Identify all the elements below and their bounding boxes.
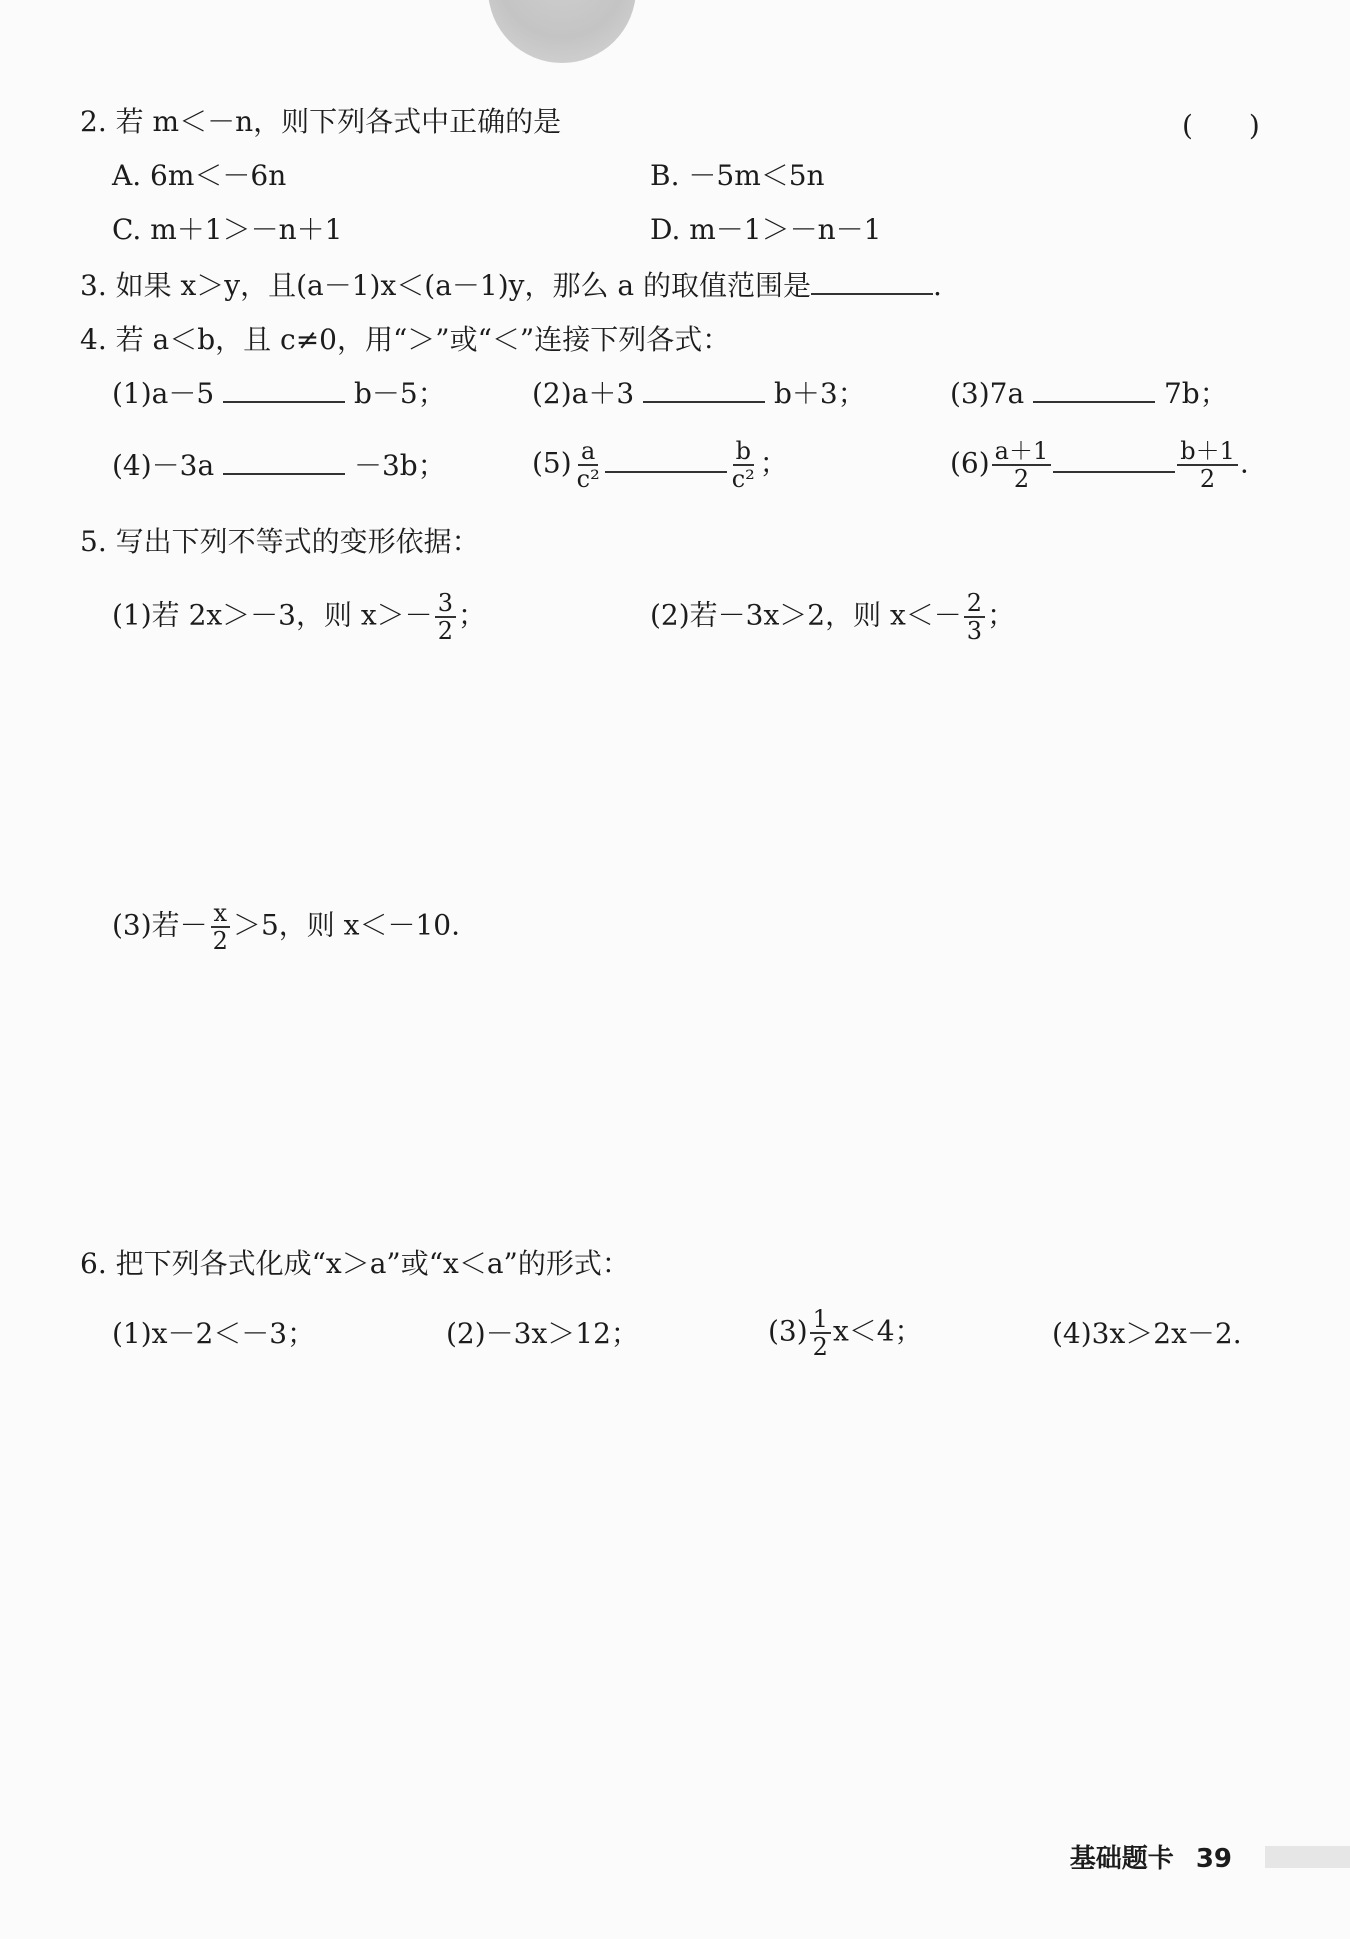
q4-item-3-blank[interactable] [1033,376,1155,403]
q2-answer-bracket: ( ) [1182,109,1260,142]
q5-item-3-rest: ＞5，则 x＜－10. [232,908,460,942]
q4-item-3-left: (3)7a [950,377,1025,410]
q6-item-3 [768,1306,923,1360]
q4-item-6-left-fraction [992,438,1052,492]
q4-item-5 [532,438,788,492]
q4-item-2 [532,374,866,414]
q5-item-2-end: ； [987,598,1016,632]
page-number: 39 [1195,1844,1232,1874]
q5-item-1-num: 3 [435,590,456,618]
q4-item-4-left: (4)－3a [112,449,215,482]
q6-item-3-rest: x＜4； [832,1314,923,1348]
q6-item-1: (1)x－2＜－3； [112,1317,316,1350]
q4-item-5-left-fraction [574,438,603,492]
q4-item-4 [112,446,446,486]
q4-item-5-end: ； [759,446,788,480]
q5-item-2-fraction [964,590,985,644]
q3-stem-text: 3. 如果 x＞y，且(a－1)x＜(a－1)y，那么 a 的取值范围是 [80,269,811,302]
page-footer [1070,1838,1232,1875]
q4-item-6-label: (6) [950,446,990,480]
q4-stem: 4. 若 a＜b，且 c≠0，用“＞”或“＜”连接下列各式： [80,323,731,356]
q4-item-1-blank[interactable] [223,376,345,403]
q6-stem: 6. 把下列各式化成“x＞a”或“x＜a”的形式： [80,1247,630,1280]
q4-item-6 [950,438,1249,492]
q3-stem [80,266,942,306]
q6-item-3-den: 2 [812,1333,828,1361]
q6-item-3-fraction [810,1306,831,1360]
q4-item-6-left-den: 2 [1013,465,1030,493]
q4-item-4-blank[interactable] [223,448,345,475]
q4-item-6-right-fraction [1177,438,1238,492]
q3-end: . [932,269,942,302]
q5-item-1 [112,590,486,644]
q5-item-2 [650,590,1015,644]
q5-item-1-fraction [435,590,456,644]
q5-item-3-text: (3)若－ [112,908,208,942]
q4-item-2-blank[interactable] [643,376,765,403]
q4-item-4-right: －3b； [353,449,446,482]
q4-item-6-blank[interactable] [1053,445,1175,472]
q2-stem: 2. 若 m＜－n，则下列各式中正确的是 [80,105,562,138]
q6-item-3-num: 1 [810,1306,831,1334]
q4-item-5-blank[interactable] [605,445,727,472]
q4-item-2-left: (2)a＋3 [532,377,635,410]
q5-item-2-den: 3 [966,617,983,645]
q5-item-1-den: 2 [437,617,453,645]
q4-item-1 [112,374,446,414]
q6-item-2: (2)－3x＞12； [446,1317,639,1350]
q4-item-5-right-den: c² [731,465,755,493]
q4-item-5-right-num: b [733,438,754,466]
footer-label: 基础题卡 [1069,1844,1174,1874]
q5-item-1-text: (1)若 2x＞－3，则 x＞－ [112,598,433,632]
q4-item-1-left: (1)a－5 [112,377,215,410]
q5-item-2-text: (2)若－3x＞2，则 x＜－ [650,598,962,632]
q5-item-3 [112,900,460,954]
q4-item-5-left-den: c² [576,465,600,493]
q4-item-6-end: . [1239,446,1249,480]
binder-hole [488,0,636,63]
q4-item-1-right: b－5； [353,377,446,410]
q4-item-5-label: (5) [532,446,572,480]
q4-item-6-right-num: b＋1 [1177,438,1238,466]
q5-item-3-num: x [211,900,231,928]
q5-item-2-num: 2 [964,590,985,618]
footer-edge-bar [1265,1846,1350,1868]
q4-item-5-left-num: a [578,438,598,466]
q2-option-c: C. m＋1＞－n＋1 [112,213,343,246]
q4-item-3-right: 7b； [1163,377,1228,410]
q5-item-3-fraction [210,900,231,954]
q2-option-b: B. －5m＜5n [650,159,825,192]
q4-item-2-right: b＋3； [773,377,866,410]
q5-item-3-den: 2 [212,927,228,955]
q6-item-4: (4)3x＞2x－2. [1052,1317,1242,1350]
q2-option-a: A. 6m＜－6n [112,159,287,192]
q2-option-d: D. m－1＞－n－1 [650,213,882,246]
q4-item-5-right-fraction [729,438,758,492]
q3-answer-blank[interactable] [811,268,933,295]
q4-item-3 [950,374,1228,414]
q6-item-3-label: (3) [768,1314,808,1348]
q4-item-6-right-den: 2 [1199,465,1216,493]
q5-stem: 5. 写出下列不等式的变形依据： [80,525,480,558]
q4-item-6-left-num: a＋1 [992,438,1052,466]
q5-item-1-end: ； [457,598,486,632]
